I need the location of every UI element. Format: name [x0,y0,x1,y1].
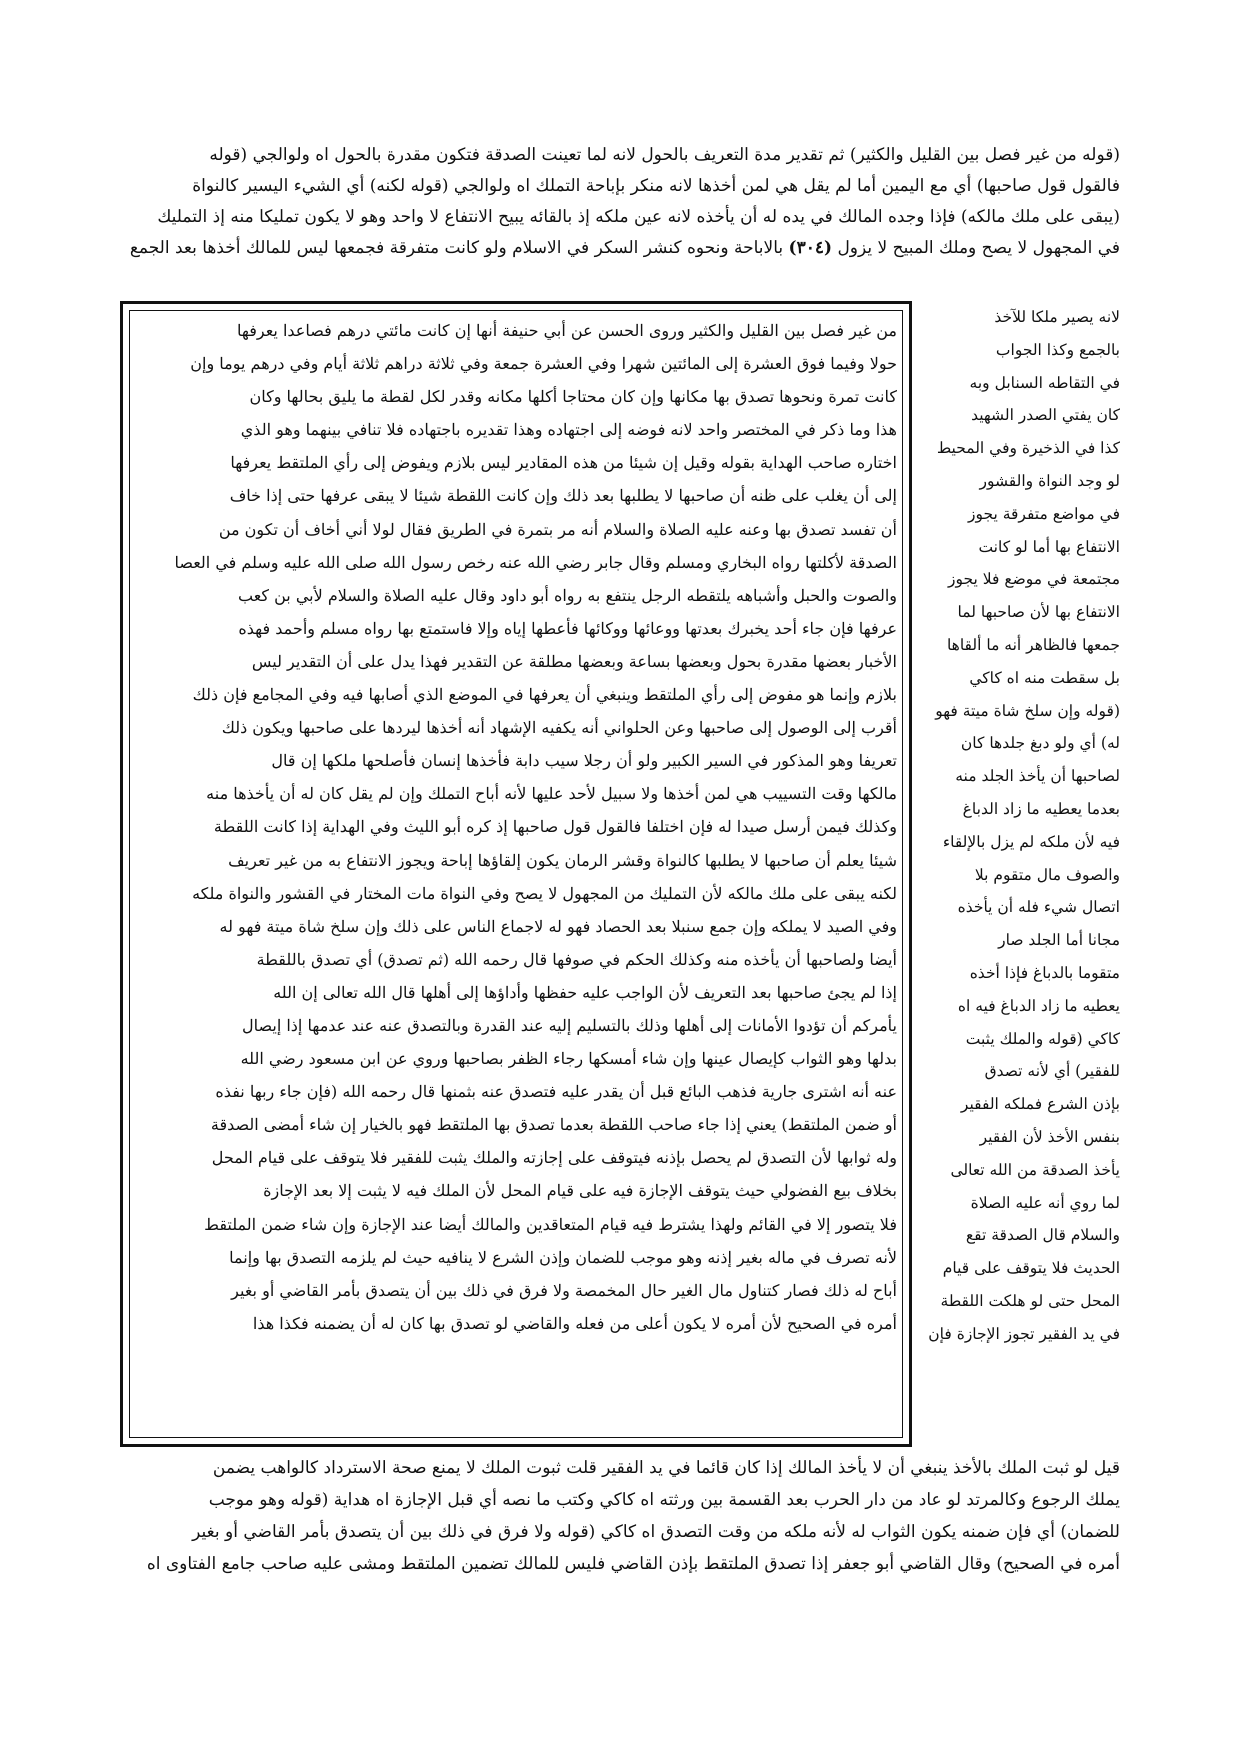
main-text-line: من غير فصل بين القليل والكثير وروى الحسن عن أبي حنيفة أنها إن كانت مائتي درهم فصاعدا يعرفها [236,321,897,340]
main-text-line: أيضا ولصاحبها أن يأخذه منه وكذلك الحكم في صوفها قال رحمه الله (ثم تصدق) أي تصدق باللقطة [256,949,897,969]
main-text-line: وله ثوابها لأن التصدق لم يحصل بإذنه فيتوقف على إجازته والملك يثبت للفقير فلا يتوقف على قيام المحل [211,1148,897,1168]
main-text-line: إلى أن يغلب على ظنه أن صاحبها لا يطلبها بعد ذلك وإن كانت اللقطة شيئا لا يبقى عرفها حتى إذا خاف [229,486,897,506]
margin-line: والسلام قال الصدقة تقع [965,1226,1120,1245]
main-text-line: لكنه يبقى على ملك مالكه لأن التمليك من المجهول لا يصح وفي النواة مات المختار في القشور والنواة ملكه [192,883,897,903]
main-text-line: أن تفسد تصدق بها وعنه عليه الصلاة والسلام أنه مر بتمرة في الطريق فقال لولا أني أخاف أن تكون من [218,519,897,539]
margin-line: في التقاطه السنابل وبه [969,373,1120,392]
main-text-line: إذا لم يجئ صاحبها بعد التعريف لأن الواجب عليه حفظها وأداؤها إلى أهلها قال الله تعالى إن الله [273,982,897,1002]
main-text-line: الصدقة لأكلتها رواه البخاري ومسلم وقال جابر رضي الله عنه رخص رسول الله صلى الله عليه وسلم في العصا [174,552,897,572]
margin-line: في مواضع متفرقة يجوز [967,504,1120,523]
main-text-line: لأنه تصرف في ماله بغير إذنه وهو موجب للضمان وإذن الشرع لا ينافيه حيث لم يلزمه التصدق بها وإنما [229,1247,897,1267]
margin-line: (قوله وإن سلخ شاة ميتة فهو [935,701,1120,720]
margin-line: مجانا أما الجلد صار [998,931,1120,950]
footer-line: للضمان) أي فإن ضمنه يكون الثواب له لأنه ملكه من وقت التصدق اه كاكي (قوله ولا فرق في ذلك بين أن يتصدق بأمر القاضي أو بغير [192,1522,1120,1542]
header-line: (يبقى على ملك مالكه) فإذا وجده المالك في يده له أن يأخذه لانه عين ملكه إذ بالقائه يبيح الانتفاع لا واحد وهو لا يكون تمليكا منه إذ التمليك [157,207,1120,227]
margin-line: كان يفتي الصدر الشهيد [971,406,1120,425]
main-text-line: والصوت والحبل وأشباهه يلتقطه الرجل ينتفع به رواه أبو داود وقال عليه الصلاة والسلام لأبي بن كعب [237,585,897,605]
main-text-line: بلازم وإنما هو مفوض إلى رأي الملتقط وينبغي أن يعرفها في الموضع الذي أصابها فيه وفي المجامع فإن ذلك [192,685,897,705]
header-line: (قوله من غير فصل بين القليل والكثير) ثم تقدير مدة التعريف بالحول لانه لما تعينت الصدقة فتكون مقدرة بالحول اه ولوالجي (قوله [209,145,1120,165]
main-text-line: وكذلك فيمن أرسل صيدا له فإن اختلفا فالقول قول صاحبها إذ كره أبو الليث وفي الهداية إذا كانت اللقطة [213,817,897,837]
margin-line: الانتفاع بها لأن صاحبها لما [957,603,1120,622]
margin-line: جمعها فالظاهر أنه ما ألقاها [946,635,1120,654]
margin-line: اتصال شيء فله أن يأخذه [957,898,1120,917]
main-text-line: هذا وما ذكر في المختصر واحد لانه فوضه إلى اجتهاده وهذا تقديره باجتهاده فلا تنافي بينهما وهو الذي [240,420,897,440]
margin-line: كذا في الذخيرة وفي المحيط [936,439,1120,458]
margin-line: المحل حتى لو هلكت اللقطة [940,1291,1120,1310]
margin-line: فيه لأن ملكه لم يزل بالإلقاء [942,832,1120,851]
margin-line: والصوف مال متقوم بلا [974,865,1120,884]
margin-line: الانتفاع بها أما لو كانت [978,537,1120,556]
main-text-line: كانت تمرة ونحوها تصدق بها مكانها وإن كان محتاجا أكلها مكانه وقدر لكل لقطة ما يليق بحالها وكان [249,387,897,407]
main-text-line: أمره في الصحيح لأن أمره لا يكون أعلى من فعله والقاضي لو تصدق بها كان له أن يضمنه فكذا هذا [252,1313,897,1333]
header-commentary [110,140,1120,295]
header-line: في المجهول لا يصح وملك المبيح لا يزول [837,238,1120,258]
main-text-line: أو ضمن الملتقط) يعني إذا جاء صاحب اللقطة بعدما تصدق بها الملتقط فهو بالخيار إن شاء أمضى الصدقة [210,1115,897,1135]
margin-commentary [920,301,1120,1451]
margin-line: في يد الفقير تجوز الإجازة فإن [928,1324,1120,1343]
margin-line: بالجمع وكذا الجواب [995,340,1120,359]
margin-line: للفقير) أي لأنه تصدق [984,1062,1120,1081]
margin-line: لما روي أنه عليه الصلاة [970,1193,1120,1212]
margin-line: بل سقطت منه اه كاكي [969,668,1120,687]
main-text-line: فلا يتصور إلا في القائم ولهذا يشترط فيه قيام المتعاقدين والمالك أيضا عند الإجازة وإن شاء ضمن الملتقط [204,1214,897,1234]
main-text-line: تعريفا وهو المذكور في السير الكبير ولو أن رجلا سيب دابة فأخذها إنسان فأصلحها ملكها إن قال [271,751,897,771]
margin-line: كاكي (قوله والملك يثبت [965,1029,1120,1048]
margin-line: بنفس الأخذ لأن الفقير [979,1127,1120,1146]
main-text-line: يأمركم أن تؤدوا الأمانات إلى أهلها وذلك بالتسليم إليه عند القدرة وبالتصدق عنه عند عدمها إذا إيصال [241,1015,897,1035]
margin-line: مجتمعة في موضع فلا يجوز [948,570,1120,589]
main-text-line: أباح له ذلك فصار كتناول مال الغير حال المخمصة ولا فرق في ذلك بين أن يتصدق بأمر القاضي أو بغير [231,1280,897,1300]
main-text-line: وفي الصيد لا يملكه وإن جمع سنبلا بعد الحصاد فهو له لاجماع الناس على ذلك وإن سلخ شاة ميتة فهو له [219,916,897,936]
main-text-line: اختاره صاحب الهداية بقوله وقيل إن شيئا من هذه المقادير ليس بلازم ويفوض إلى رأي الملتقط يعرفها [230,453,897,473]
header-line-with-page-number [110,233,1120,264]
margin-line: بعدما يعطيه ما زاد الدباغ [962,799,1120,818]
main-text-line: شيئا يعلم أن صاحبها لا يطلبها كالنواة وقشر الرمان يكون إلقاؤها إباحة ويجوز الانتفاع به من غير تعريف [228,850,897,870]
margin-line: يعطيه ما زاد الدباغ فيه اه [957,996,1120,1015]
page-number: (٣٠٤) [788,238,833,258]
main-text-line: بخلاف بيع الفضولي حيث يتوقف الإجازة فيه على قيام المحل لأن الملك فيه لا يثبت إلا بعد الإجازة [263,1181,897,1201]
margin-line: الحديث فلا يتوقف على قيام [942,1259,1120,1278]
main-text-line: أقرب إلى الوصول إلى صاحبها وعن الحلواني أنه يكفيه الإشهاد أنه أخذها ليردها على صاحبها ويكون ذلك [221,718,897,738]
margin-line: لانه يصير ملكا للآخذ [994,308,1120,326]
margin-line: متقوما بالدباغ فإذا أخذه [969,963,1120,982]
margin-line: له) أي ولو دبغ جلدها كان [960,734,1120,753]
main-text-line: بدلها وهو الثواب كإيصال عينها وإن شاء أمسكها رجاء الظفر بصاحبها وروي عن ابن مسعود رضي الله [240,1049,897,1069]
main-text-line: عرفها فإن جاء أحد يخبرك بعدتها ووعائها ووكائها فأعطها إياه وإلا فاستمتع بها رواه مسلم وأحمد فهذه [238,618,897,638]
header-line: فالقول قول صاحبها) أي مع اليمين أما لم يقل هي لمن أخذها لانه منكر بإباحة التملك اه ولوالجي (قوله لكنه) أي الشيء اليسير كالنواة [192,176,1120,196]
main-text-line: مالكها وقت التسييب هي لمن أخذها ولا سبيل لأحد عليها لأنه أباح التملك وإن لم يقل كان له أن يأخذها منه [206,784,897,804]
main-text [135,314,897,1440]
main-text-line: حولا وفيما فوق العشرة إلى المائتين شهرا وفي العشرة جمعة وفي ثلاثة دراهم ثلاثة أيام وفي درهم يوما وإن [190,354,897,374]
margin-line: لصاحبها أن يأخذ الجلد منه [955,767,1120,786]
margin-line: لو وجد النواة والقشور [979,471,1120,490]
margin-line: يأخذ الصدقة من الله تعالى [950,1160,1120,1179]
footer-line: أمره في الصحيح) وقال القاضي أبو جعفر إذا تصدق الملتقط بإذن القاضي فليس للمالك تضمين الملتقط ومشى عليه صاحب جامع الفتاوى اه [146,1554,1120,1574]
header-line: بالاباحة ونحوه كنشر السكر في الاسلام ولو كانت متفرقة فجمعها ليس للمالك أخذها بعد الجمع [129,238,784,258]
margin-line: بإذن الشرع فملكه الفقير [960,1095,1120,1114]
footer-line: قيل لو ثبت الملك بالأخذ ينبغي أن لا يأخذ المالك إذا كان قائما في يد الفقير قلت ثبوت الملك لا يمنع صحة الاسترداد كالواهب يضمن [212,1458,1120,1478]
main-text-line: عنه أنه اشترى جارية فذهب البائع قبل أن يقدر عليه فتصدق عنه بثمنها قال رحمه الله (فإن جاء ربها نفذه [215,1082,897,1102]
main-text-line: الأخبار بعضها مقدرة بحول وبعضها بساعة وبعضها مطلقة عن التقدير فهذا يدل على أن التقدير ليس [251,651,897,671]
footer-commentary [110,1452,1120,1652]
main-text-line [135,1373,897,1406]
footer-line: يملك الرجوع وكالمرتد لو عاد من دار الحرب بعد القسمة بين ورثته اه كاكي وكتب ما نصه أي قبل الإجازة اه هداية (قوله وهو موجب [208,1490,1120,1510]
main-text-line [135,1340,897,1373]
